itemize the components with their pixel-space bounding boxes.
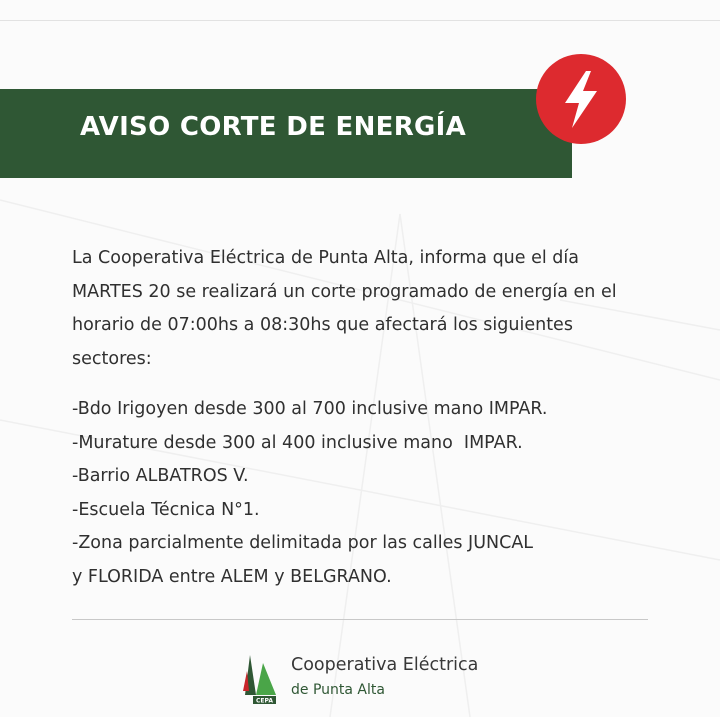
sector-item: -Escuela Técnica N°1. <box>72 499 260 520</box>
sector-item: -Murature desde 300 al 400 inclusive mano IMPAR. <box>72 432 523 453</box>
sector-item: -Barrio ALBATROS V. <box>72 466 249 486</box>
lightning-bolt-icon <box>536 54 626 144</box>
affected-sectors-list <box>72 393 672 594</box>
cepa-logo-icon <box>236 651 278 705</box>
intro-line: MARTES 20 se realizará un corte programado de energía en el <box>72 281 617 302</box>
sector-item: -Bdo Irigoyen desde 300 al 700 inclusive mano IMPAR. <box>72 399 548 419</box>
intro-line: La Cooperativa Eléctrica de Punta Alta, informa que el día <box>72 248 579 268</box>
intro-line: sectores: <box>72 348 152 369</box>
sector-item: -Zona parcialmente delimitada por las calles JUNCAL <box>72 533 534 553</box>
org-location: de Punta Alta <box>291 682 385 698</box>
intro-line: horario de 07:00hs a 08:30hs que afectará los siguientes <box>72 315 573 335</box>
sector-item: y FLORIDA entre ALEM y BELGRANO. <box>72 566 392 587</box>
notice-body <box>72 242 672 594</box>
org-name: Cooperativa Eléctrica <box>291 655 479 675</box>
footer-divider <box>72 619 648 620</box>
logo-text: CEPA <box>256 697 273 705</box>
notice-title: AVISO CORTE DE ENERGÍA <box>80 112 467 142</box>
